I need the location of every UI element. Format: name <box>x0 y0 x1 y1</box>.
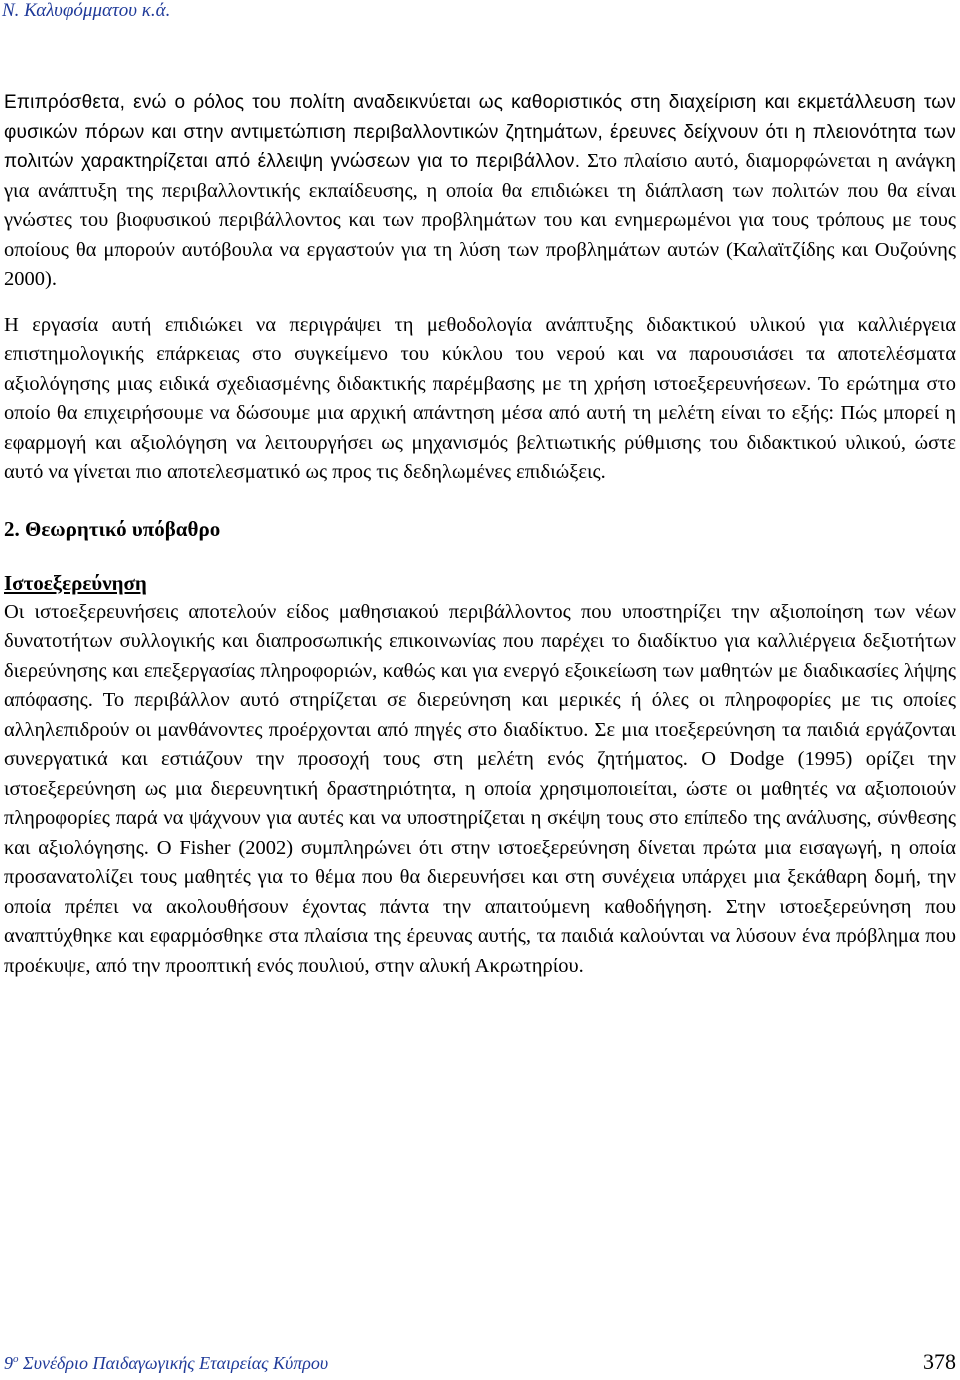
section-heading: 2. Θεωρητικό υπόβαθρο <box>4 516 221 541</box>
footer-ordinal-number: 9 <box>4 1353 13 1373</box>
footer-conference <box>4 1352 328 1374</box>
running-header-author: Ν. Καλυφόμματου κ.ά. <box>2 0 171 21</box>
intro-paragraph-serif-part: Στο πλαίσιο αυτό, διαμορφώνεται η ανάγκη για ανάπτυξη της περιβαλλοντικής εκπαίδευσης, η οποία θα επιδιώκει τη διάπλαση των πολιτών που θα είναι γνώστες του βιοφυσικού περιβάλλοντος και των προβλημάτων του και ενημερωμένοι για τους τρόπους με τους οποίους θα μπορούν αυτόβουλα να εργαστούν για τη λύση των προβλημάτων αυτών (Καλαϊτζίδης και Ουζούνης 2000). <box>4 150 957 290</box>
purpose-paragraph: Η εργασία αυτή επιδιώκει να περιγράψει τη μεθοδολογία ανάπτυξης διδακτικού υλικού για καλλιέργεια επιστημολογικής επάρκειας στο συγκείμενο του κύκλου του νερού και να παρουσιάσει τα αποτελέσματα αξιολόγησης μιας ειδικά σχεδιασμένης διδακτικής παρέμβασης με τη χρήση ιστοεξερευνήσεων. Το ερώτημα στο οποίο θα επιχειρήσουμε να δώσουμε μια αρχική απάντηση μέσα από αυτή τη μελέτη είναι το εξής: Πώς μπορεί η εφαρμογή και αξιολόγηση να λειτουργήσει ως μηχανισμός βελτιωτικής ρύθμισης του διδακτικού υλικού, ώστε αυτό να γίνεται πιο αποτελεσματικό ως προς τις δεδηλωμένες επιδιώξεις. <box>4 313 956 483</box>
footer-ordinal-suffix: ο <box>13 1353 19 1365</box>
page-body <box>4 88 956 981</box>
intro-paragraph <box>4 88 956 295</box>
footer-conference-name: Συνέδριο Παιδαγωγικής Εταιρείας Κύπρου <box>18 1353 329 1373</box>
webquest-paragraph: Οι ιστοεξερευνήσεις αποτελούν είδος μαθησιακού περιβάλλοντος που υποστηρίζει την αξιοποίηση των νέων δυνατοτήτων συλλογικής και διαπροσωπικής επικοινωνίας που παρέχει το διαδίκτυο για καλλιέργεια δεξιοτήτων διερεύνησης και επεξεργασίας πληροφοριών, καθώς και για ενεργό εξοικείωση των μαθητών με διαδικασίες λήψης απόφασης. Το περιβάλλον αυτό στηρίζεται σε διερεύνηση και μερικές ή όλες οι πληροφορίες με τις οποίες αλληλεπιδρούν οι μανθάνοντες προέρχονται από πηγές στο διαδίκτυο. Σε μια ιτοεξερεύνηση τα παιδιά εργάζονται συνεργατικά και εστιάζουν την προσοχή τους στη μελέτη ενός ζητήματος. Ο Dodge (1995) ορίζει την ιστοεξερεύνηση ως μια διερευνητική δραστηριότητα, η οποία χρησιμοποιείται, ώστε οι μαθητές να αξιοποιούν πληροφορίες παρά να ψάχνουν για αυτές και να υποστηρίζεται η σκέψη τους στο επίπεδο της ανάλυσης, σύνθεσης και αξιολόγησης. Ο Fisher (2002) συμπληρώνει ότι στην ιστοεξερεύνηση δίνεται πρώτα μια εισαγωγή, η οποία προσανατολίζει τους μαθητές για το θέμα που θα διερευνήσει και στη συνέχεια υπάρχει μια ξεκάθαρη δομή, την οποία πρέπει να ακολουθήσουν έχοντας πάντα την απαιτούμενη καθοδήγηση. Στην ιστοεξερεύνηση που αναπτύχθηκε και εφαρμόσθηκε στα πλαίσια της έρευνας αυτής, τα παιδιά καλούνται να λύσουν ένα πρόβλημα που προέκυψε, από την προοπτική ενός πουλιού, στην αλυκή Ακρωτηρίου. <box>4 600 956 977</box>
subsection-heading: Ιστοεξερεύνηση <box>4 570 147 595</box>
intro-paragraph-sans-part: Επιπρόσθετα, ενώ ο ρόλος του πολίτη αναδεικνύεται ως καθοριστικός στη διαχείριση και εκμετάλλευση των φυσικών πόρων και στην αντιμετώπιση περιβαλλοντικών ζητημάτων, έρευνες δείχνουν ότι η πλειονότητα των πολιτών χαρακτηρίζεται από έλλειψη γνώσεων για το περιβάλλον. <box>4 92 956 172</box>
page-number: 378 <box>923 1349 956 1374</box>
